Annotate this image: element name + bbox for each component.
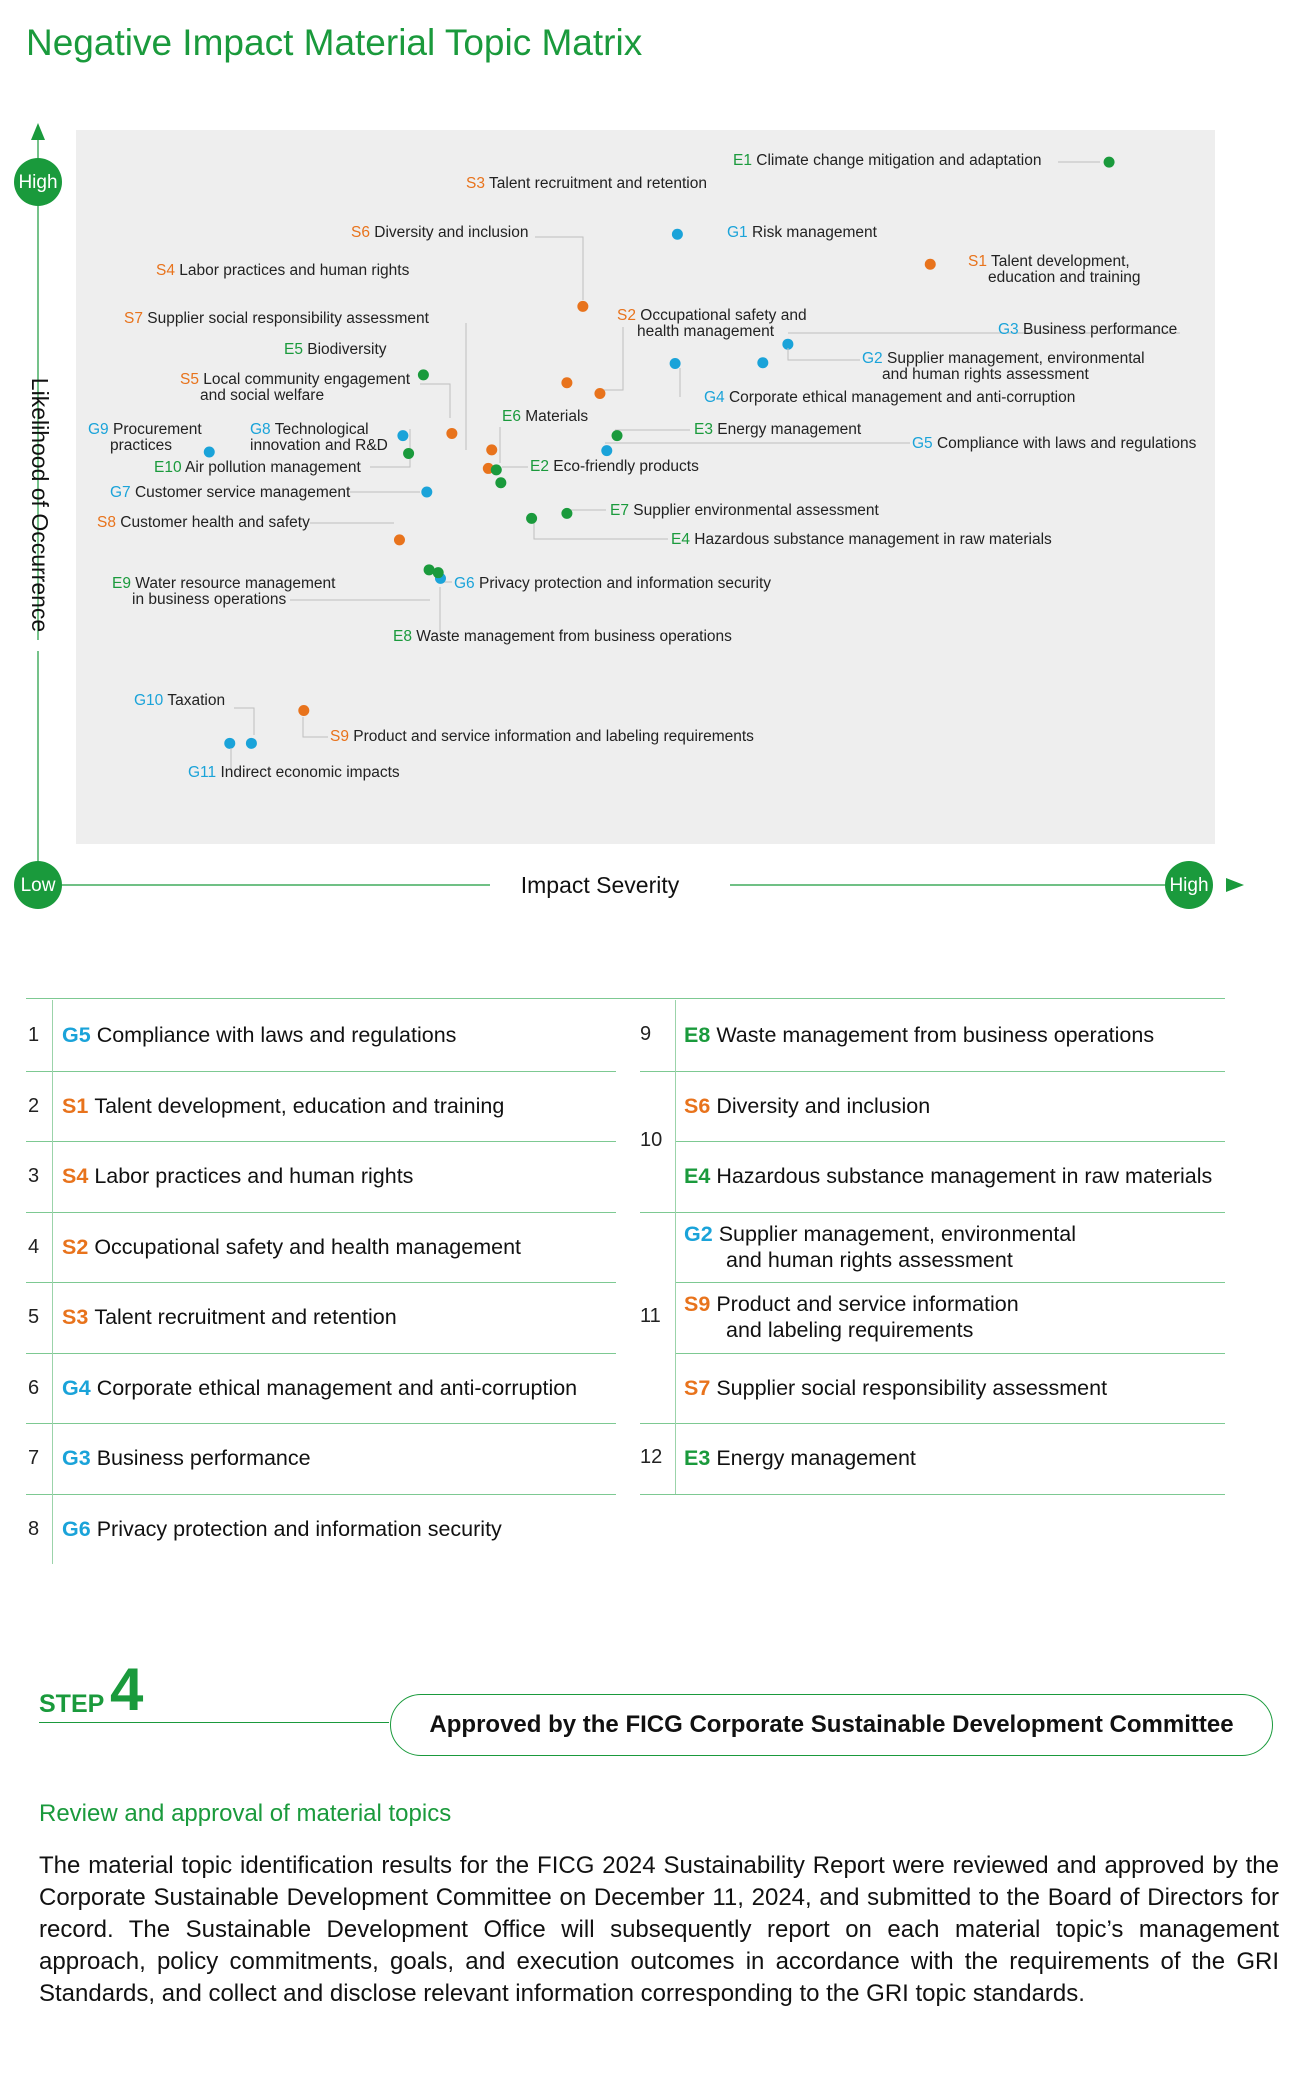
point-g11 xyxy=(246,738,257,749)
topic-name: Supplier social responsibility assessment xyxy=(716,1375,1108,1400)
topic-code: S2 xyxy=(62,1234,89,1259)
topic-name: Labor practices and human rights xyxy=(94,1164,414,1189)
topic-name: Corporate ethical management and anti-corruption xyxy=(96,1375,578,1400)
point-g7 xyxy=(421,486,432,497)
label-g6: G6 Privacy protection and information security xyxy=(454,575,772,592)
label-g11: G11 Indirect economic impacts xyxy=(188,764,400,781)
ranking-row xyxy=(640,1423,1225,1495)
ranking-item-g4 xyxy=(62,1375,577,1401)
point-e6 xyxy=(491,464,502,475)
point-g8 xyxy=(397,430,408,441)
ranking-row xyxy=(26,1141,616,1213)
label-e1: E1 Climate change mitigation and adaptation xyxy=(733,152,1042,169)
point-e5 xyxy=(418,369,429,380)
ranking-row xyxy=(26,1000,616,1072)
ranking-item-e8 xyxy=(684,1022,1154,1048)
ranking-item-s2 xyxy=(62,1234,521,1260)
rank-number: 4 xyxy=(28,1235,40,1258)
ranking-row xyxy=(640,1353,1225,1425)
point-g4 xyxy=(670,358,681,369)
label-e10: E10 Air pollution management xyxy=(154,459,361,476)
label-e4: E4 Hazardous substance management in raw materials xyxy=(671,531,1052,548)
rank-number: 9 xyxy=(640,1023,652,1046)
ranking-item-s4 xyxy=(62,1163,413,1189)
label-g8: G8 Technological innovation and R&D xyxy=(250,421,388,454)
topic-name: Product and service information xyxy=(716,1292,1019,1317)
label-s1: S1 Talent development, education and training xyxy=(968,253,1141,286)
ranking-row xyxy=(675,1212,1225,1284)
label-s8: S8 Customer health and safety xyxy=(97,514,310,531)
ranking-item-g5 xyxy=(62,1022,456,1048)
rank-number: 12 xyxy=(640,1446,663,1469)
topic-name: Waste management from business operations xyxy=(716,1023,1155,1048)
point-s1 xyxy=(925,259,936,270)
point-s7 xyxy=(486,444,497,455)
point-g5 xyxy=(601,445,612,456)
review-title: Review and approval of material topics xyxy=(39,1800,452,1827)
label-s5: S5 Local community engagement and social welfare xyxy=(180,371,411,404)
y-axis-arrow xyxy=(31,123,45,140)
point-e2 xyxy=(495,477,506,488)
point-g10 xyxy=(224,738,235,749)
ranking-row xyxy=(26,1212,616,1284)
ranking-row xyxy=(675,1282,1225,1354)
point-g1 xyxy=(672,229,683,240)
topic-name: Energy management xyxy=(716,1446,916,1471)
rank-number: 7 xyxy=(28,1447,40,1469)
point-g9 xyxy=(204,447,215,458)
label-e2: E2 Eco-friendly products xyxy=(530,458,699,475)
x-axis-title: Impact Severity xyxy=(520,872,680,898)
point-s2 xyxy=(594,388,605,399)
rank-number: 8 xyxy=(28,1517,40,1540)
label-s9: S9 Product and service information and labeling requirements xyxy=(330,728,754,745)
label-g7: G7 Customer service management xyxy=(110,484,351,501)
topic-code: S1 xyxy=(62,1093,89,1118)
point-s8 xyxy=(394,534,405,545)
ranking-row xyxy=(675,1071,1225,1143)
material-topic-matrix xyxy=(0,105,1300,925)
label-g9: G9 Procurement practices xyxy=(88,421,202,454)
point-e8 xyxy=(433,567,444,578)
label-e8: E8 Waste management from business operations xyxy=(393,628,732,645)
topic-code: G2 xyxy=(684,1221,713,1246)
label-e3: E3 Energy management xyxy=(694,421,862,438)
topic-name: Supplier management, environmental xyxy=(718,1221,1077,1246)
label-g2: G2 Supplier management, environmental and human rights assessment xyxy=(862,350,1145,383)
ranking-top-rule xyxy=(26,998,1225,999)
topic-name: Talent recruitment and retention xyxy=(94,1305,397,1330)
ranking-row xyxy=(640,1141,1225,1213)
rank-number: 6 xyxy=(28,1376,40,1399)
topic-code: E8 xyxy=(684,1023,711,1048)
rank-number: 10 xyxy=(640,1129,663,1151)
topic-name: Hazardous substance management in raw materials xyxy=(716,1164,1213,1189)
topic-code: E3 xyxy=(684,1446,711,1471)
point-e7 xyxy=(561,508,572,519)
step-divider xyxy=(39,1722,389,1723)
label-g3: G3 Business performance xyxy=(998,321,1178,338)
label-g4: G4 Corporate ethical management and anti-corruption xyxy=(704,389,1076,406)
x-axis-arrow xyxy=(1226,878,1244,892)
ranking-item-s3 xyxy=(62,1304,397,1330)
ranking-item-e4 xyxy=(684,1163,1212,1189)
rank-number: 3 xyxy=(28,1165,40,1187)
topic-code: G4 xyxy=(62,1375,91,1400)
point-e1 xyxy=(1104,157,1115,168)
page-title: Negative Impact Material Topic Matrix xyxy=(26,22,643,63)
ranking-item-s1 xyxy=(62,1093,504,1119)
topic-code: S4 xyxy=(62,1164,89,1189)
step-label: STEP xyxy=(39,1690,105,1718)
ranking-item-e3 xyxy=(684,1445,916,1471)
point-s9 xyxy=(298,705,309,716)
y-high-badge: High xyxy=(18,172,58,193)
step-approval-box: Approved by the FICG Corporate Sustainable Development Committee xyxy=(390,1694,1273,1756)
topic-name: Talent development, education and training xyxy=(94,1093,505,1118)
rank-number: 11 xyxy=(640,1305,661,1328)
ranking-row xyxy=(26,1494,616,1565)
topic-name: Diversity and inclusion xyxy=(716,1093,931,1118)
topic-name-continued: and human rights assessment xyxy=(726,1247,1013,1272)
topic-code: S9 xyxy=(684,1292,711,1317)
point-e4 xyxy=(526,513,537,524)
review-body: The material topic identification results for the FICG 2024 Sustainability Report were reviewed and approved by the Corporate Sustainable Development Committee on December 11, 2024, and submitted to the Board of Directors for record. The Sustainable Development Office will subsequently report on each material topic’s management approach, policy commitments, goals, and execution outcomes in accordance with the requirements of the GRI Standards, and collect and disclose relevant information corresponding to the GRI topic standards. xyxy=(39,1852,1279,2007)
point-s4 xyxy=(561,377,572,388)
ranking-right-rule xyxy=(675,1000,676,1494)
rank-number: 2 xyxy=(28,1094,40,1117)
topic-name: Privacy protection and information security xyxy=(96,1516,502,1541)
ranking-item-g6 xyxy=(62,1516,502,1542)
ranking-item-s6 xyxy=(684,1093,930,1119)
ranking-item-s9 xyxy=(684,1291,1019,1343)
topic-name: Occupational safety and health management xyxy=(94,1234,522,1259)
y-axis-title: Likelihood of Occurrence xyxy=(27,377,53,633)
topic-code: S6 xyxy=(684,1093,711,1118)
topic-code: G3 xyxy=(62,1446,91,1471)
ranking-item-g3 xyxy=(62,1445,311,1471)
topic-code: G5 xyxy=(62,1023,91,1048)
topic-name-continued: and labeling requirements xyxy=(726,1318,974,1343)
ranking-left-rule xyxy=(52,1000,53,1564)
topic-code: E4 xyxy=(684,1164,711,1189)
point-s3 xyxy=(577,301,588,312)
label-g1: G1 Risk management xyxy=(727,224,877,241)
ranking-item-s7 xyxy=(684,1375,1107,1401)
label-e5: E5 Biodiversity xyxy=(284,341,387,358)
label-s3: S3 Talent recruitment and retention xyxy=(466,175,707,192)
label-s4: S4 Labor practices and human rights xyxy=(156,262,410,279)
topic-name: Business performance xyxy=(96,1446,311,1471)
topic-code: S3 xyxy=(62,1305,89,1330)
label-s6: S6 Diversity and inclusion xyxy=(351,224,529,241)
label-s7: S7 Supplier social responsibility assessment xyxy=(124,310,429,327)
point-s5 xyxy=(446,428,457,439)
rank-number: 5 xyxy=(28,1306,40,1328)
ranking-row xyxy=(26,1423,616,1495)
ranking-row xyxy=(26,1353,616,1425)
ranking-row xyxy=(640,1000,1225,1072)
rank-number: 1 xyxy=(28,1024,40,1046)
x-high-badge: High xyxy=(1169,875,1209,896)
label-g5: G5 Compliance with laws and regulations xyxy=(912,435,1197,452)
ranking-item-g2 xyxy=(684,1221,1076,1273)
point-e3 xyxy=(612,430,623,441)
point-e10 xyxy=(403,448,414,459)
topic-name: Compliance with laws and regulations xyxy=(96,1023,457,1048)
label-g10: G10 Taxation xyxy=(134,692,226,709)
label-e7: E7 Supplier environmental assessment xyxy=(610,502,879,519)
ranking-row xyxy=(26,1071,616,1143)
point-g2 xyxy=(757,357,768,368)
label-e9: E9 Water resource management in business operations xyxy=(112,575,336,608)
x-low-badge: Low xyxy=(20,875,56,896)
topic-code: G6 xyxy=(62,1516,91,1541)
topic-code: S7 xyxy=(684,1375,711,1400)
ranking-row xyxy=(26,1282,616,1354)
label-e6: E6 Materials xyxy=(502,408,589,425)
step-number: 4 xyxy=(110,1656,144,1723)
label-s2: S2 Occupational safety and health management xyxy=(617,307,807,340)
